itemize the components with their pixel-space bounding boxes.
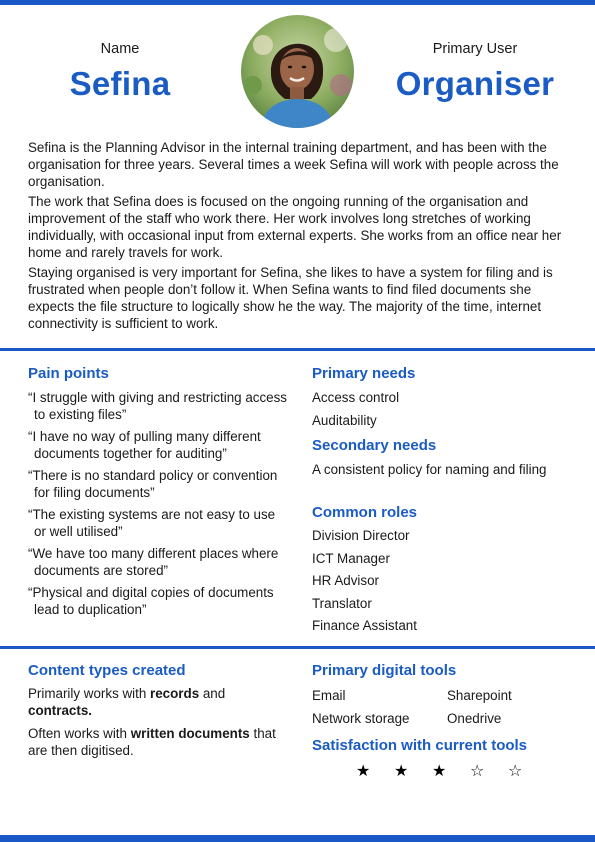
content-type-contracts: contracts. xyxy=(28,703,92,718)
star-filled-icon: ★ xyxy=(394,763,409,780)
pain-point-item: “Physical and digital copies of documents lead to duplication” xyxy=(28,585,274,617)
intro-paragraph: The work that Sefina does is focused on the ongoing running of the organisation and improvement of the staff who work there. Her work involves long stretches of working individually, with occasional input from external experts. She works from an office near her home and rarely travels for work. xyxy=(28,193,562,261)
pain-points-heading: Pain points xyxy=(28,365,109,382)
digital-tools-heading: Primary digital tools xyxy=(312,662,457,679)
content-types-text: Primarily works with xyxy=(28,686,151,701)
bottom-accent-bar xyxy=(0,835,595,842)
common-role-item: Finance Assistant xyxy=(312,618,417,633)
digital-tool-item: Onedrive xyxy=(447,711,502,726)
satisfaction-heading: Satisfaction with current tools xyxy=(312,737,528,754)
primary-need-item: Access control xyxy=(312,390,400,405)
digital-tool-item: Email xyxy=(312,688,346,703)
common-role-item: Division Director xyxy=(312,528,410,543)
pain-point-item: “The existing systems are not easy to use or well utilised” xyxy=(28,507,276,539)
common-role-item: HR Advisor xyxy=(312,573,379,588)
content-types-heading: Content types created xyxy=(28,662,186,679)
star-filled-icon: ★ xyxy=(356,763,371,780)
name-label: Name xyxy=(100,41,140,57)
role-label: Primary User xyxy=(432,41,518,57)
star-empty-icon: ☆ xyxy=(470,763,485,780)
content-types-text: Often works with xyxy=(28,726,131,741)
portrait-photo xyxy=(241,15,354,128)
content-types-line-1 xyxy=(28,685,290,719)
secondary-needs-heading: Secondary needs xyxy=(312,437,437,454)
persona-description xyxy=(28,139,573,335)
portrait-photo-icon xyxy=(241,15,354,128)
persona-role: Organiser xyxy=(395,65,555,102)
primary-needs-list xyxy=(312,389,572,434)
common-role-item: ICT Manager xyxy=(312,550,390,566)
digital-tool-item: Network storage xyxy=(312,711,410,726)
star-empty-icon: ☆ xyxy=(508,763,523,780)
common-roles-list xyxy=(312,527,572,640)
section-divider xyxy=(0,348,595,351)
pain-points-list xyxy=(28,389,288,623)
pain-point-item: “We have too many different places where documents are stored” xyxy=(28,546,279,578)
secondary-needs-text: A consistent policy for naming and filing xyxy=(312,462,547,477)
content-type-records: records xyxy=(150,686,200,701)
content-types-text: and xyxy=(199,686,226,701)
pain-point-item: “I have no way of pulling many different documents together for auditing” xyxy=(28,429,261,461)
content-types-line-2 xyxy=(28,725,290,759)
digital-tool-item: Sharepoint xyxy=(447,688,512,703)
section-divider xyxy=(0,646,595,649)
primary-need-item: Auditability xyxy=(312,412,377,428)
persona-name: Sefina xyxy=(69,65,171,102)
star-filled-icon: ★ xyxy=(432,763,447,780)
content-type-written-documents: written documents xyxy=(130,726,250,741)
pain-point-item: “I struggle with giving and restricting access to existing files” xyxy=(28,390,287,422)
content-types-text: that are then digitised. xyxy=(28,726,276,758)
primary-needs-heading: Primary needs xyxy=(312,365,416,382)
common-role-item: Translator xyxy=(312,595,372,611)
intro-paragraph: Staying organised is very important for Sefina, she likes to have a system for filing and is frustrated when people don’t follow it. When Sefina wants to find filed documents she expects the file structure to logically show he the way. The majority of the time, internet connectivity is sufficient to work. xyxy=(28,264,553,332)
pain-point-item: “There is no standard policy or convention for filing documents” xyxy=(28,468,278,500)
common-roles-heading: Common roles xyxy=(312,504,418,521)
intro-paragraph: Sefina is the Planning Advisor in the internal training department, and has been with the organisation for three years. Several times a week Sefina will work with people across the organisation. xyxy=(28,140,559,190)
top-accent-bar xyxy=(0,0,595,5)
